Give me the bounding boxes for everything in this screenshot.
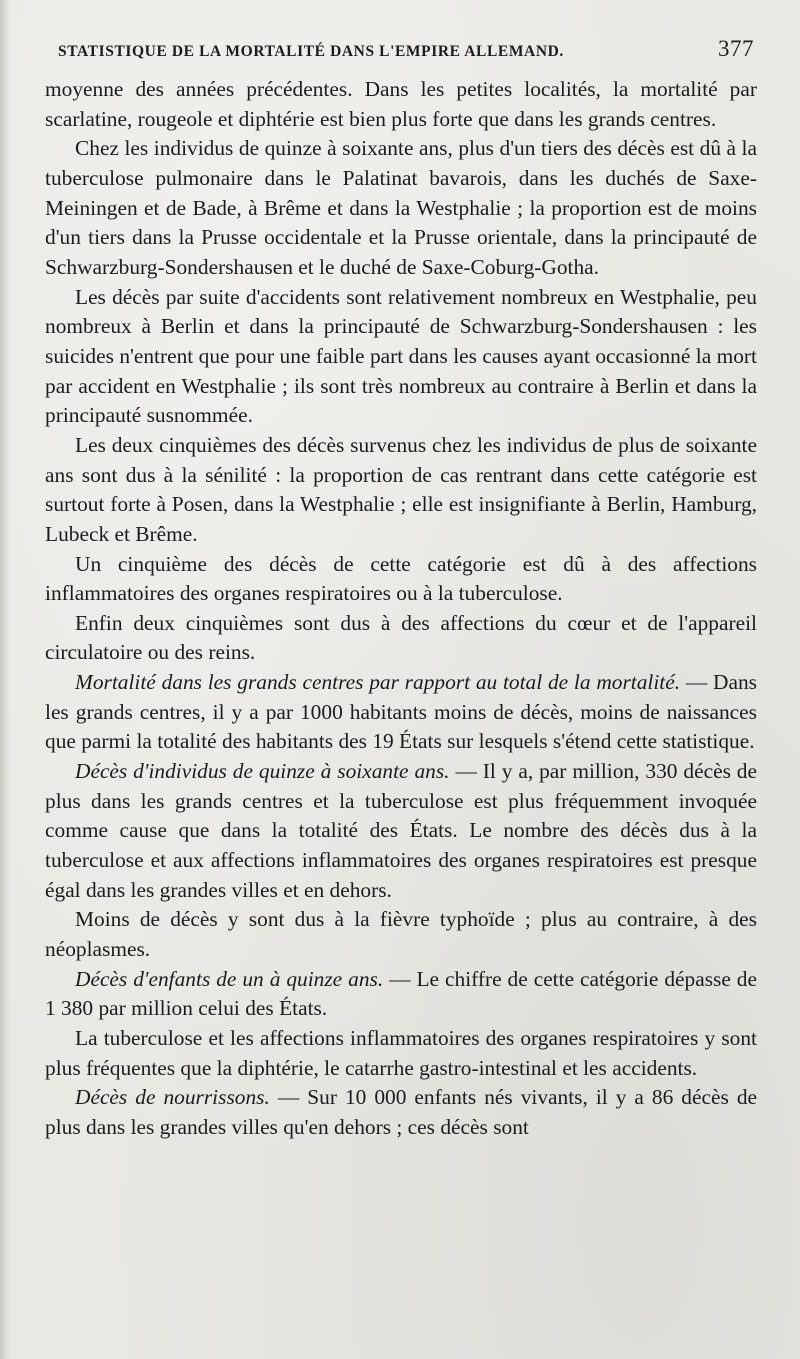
paragraph-text: Chez les individus de quinze à soixante ans, plus d'un tiers des décès est dû à la tuberculose pulmonaire dans le Palatinat bavarois, dans les duchés de Saxe-Meiningen et de Bade, à Brême et dans la Westphalie ; la proportion est de moins d'un tiers dans la Prusse occidentale et la Prusse orientale, dans la principauté de Schwarzburg-Sondershausen et le duché de Saxe-Coburg-Gotha. bbox=[45, 136, 757, 279]
paragraph bbox=[45, 965, 757, 1024]
section-lead: Mortalité dans les grands centres par rapport au total de la mortalité. bbox=[75, 670, 681, 695]
paragraph-text: La tuberculose et les affections inflammatoires des organes respiratoires y sont plus fréquentes que la diphtérie, le catarrhe gastro-intestinal et les accidents. bbox=[45, 1026, 757, 1080]
section-lead: Décès d'enfants de un à quinze ans. bbox=[75, 966, 384, 991]
paragraph bbox=[45, 757, 757, 905]
paragraph-text: Un cinquième des décès de cette catégorie est dû à des affections inflammatoires des organes respiratoires ou à la tuberculose. bbox=[45, 551, 757, 606]
body-text bbox=[45, 75, 757, 1143]
paragraph bbox=[45, 550, 757, 609]
page-number: 377 bbox=[718, 36, 754, 61]
page-gutter-shadow bbox=[0, 0, 10, 1359]
paragraph-text: Les deux cinquièmes des décès survenus chez les individus de plus de soixante ans sont dus à la sénilité : la proportion de cas rentrant dans cette catégorie est surtout forte à Posen, dans la Westphalie ; elle est insignifiante à Berlin, Hamburg, Lubeck et Brême. bbox=[45, 432, 757, 546]
paragraph-text: moyenne des années précédentes. Dans les petites localités, la mortalité par scarlatine, rougeole et diphtérie est bien plus forte que dans les grands centres. bbox=[45, 77, 757, 131]
running-header bbox=[58, 36, 754, 66]
paragraph bbox=[45, 905, 757, 964]
section-lead: Décès de nourrissons. bbox=[75, 1085, 270, 1110]
paragraph bbox=[45, 1083, 757, 1142]
paragraph bbox=[45, 431, 757, 550]
paragraph bbox=[45, 1024, 757, 1083]
paragraph bbox=[45, 134, 757, 282]
paragraph bbox=[45, 668, 757, 757]
paragraph-text: Les décès par suite d'accidents sont relativement nombreux en Westphalie, peu nombreux à Berlin et dans la principauté de Schwarzburg-Sondershausen : les suicides n'entrent que pour une faible part dans les causes ayant occasionné la mort par accident en Westphalie ; ils sont très nombreux au contraire à Berlin et dans la principauté susnommée. bbox=[45, 284, 757, 428]
paragraph-continued bbox=[45, 75, 757, 134]
paragraph-text: — Sur 10 000 enfants nés vivants, il y a 86 décès de plus dans les grandes villes qu'en dehors ; ces décès sont bbox=[45, 1085, 758, 1139]
paragraph-text: Enfin deux cinquièmes sont dus à des affections du cœur et de l'appareil circulatoire ou des reins. bbox=[45, 610, 757, 665]
paragraph bbox=[45, 283, 757, 431]
paragraph bbox=[45, 609, 757, 668]
section-lead: Décès d'individus de quinze à soixante ans. bbox=[75, 759, 450, 784]
paragraph-text: Moins de décès y sont dus à la fièvre typhoïde ; plus au contraire, à des néoplasmes. bbox=[45, 907, 757, 962]
paragraph-text: — Dans les grands centres, il y a par 1000 habitants moins de décès, moins de naissances que parmi la totalité des habitants des 19 États sur lesquels s'étend cette statistique. bbox=[45, 670, 757, 754]
running-title: STATISTIQUE DE LA MORTALITÉ DANS L'EMPIRE ALLEMAND. bbox=[58, 43, 564, 60]
paragraph-text: — Le chiffre de cette catégorie dépasse de 1 380 par million celui des États. bbox=[45, 966, 757, 1021]
paragraph-text: — Il y a, par million, 330 décès de plus dans les grands centres et la tuberculose est plus fréquemment invoquée comme cause que dans la totalité des États. Le nombre des décès dus à la tuberculose et aux affections inflammatoires des organes respiratoires est presque égal dans les grandes villes et en dehors. bbox=[45, 759, 757, 902]
